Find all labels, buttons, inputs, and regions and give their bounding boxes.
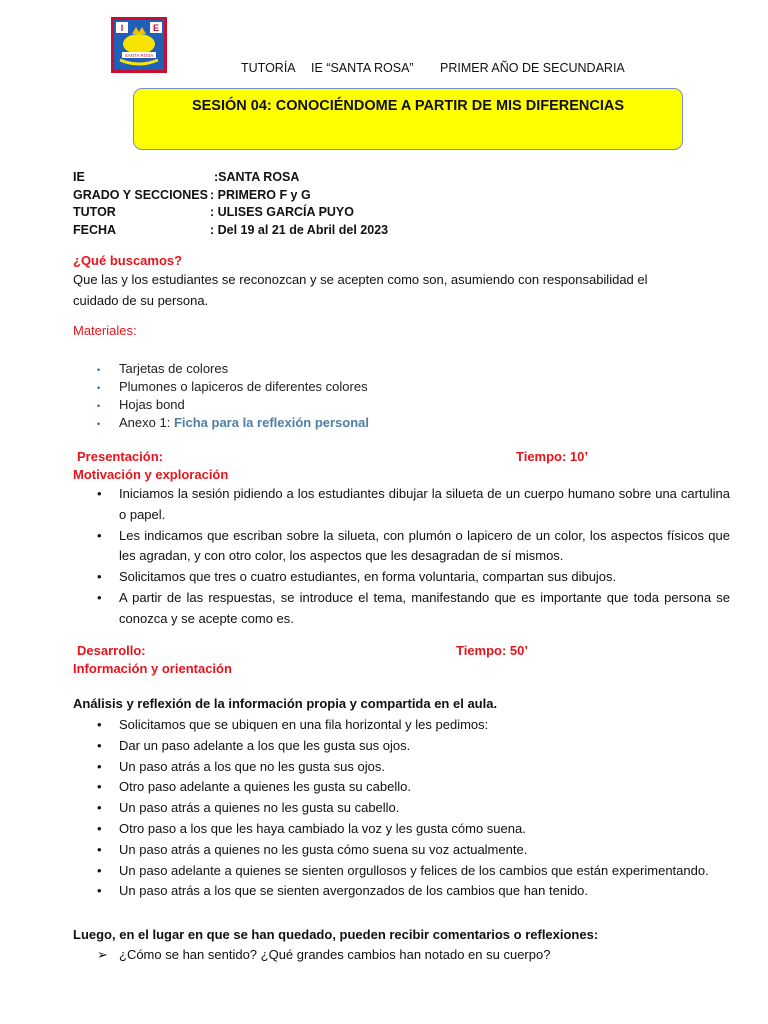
info-key: TUTOR — [73, 205, 116, 219]
materiales-heading: Materiales: — [73, 323, 137, 338]
header-grade: PRIMER AÑO DE SECUNDARIA — [440, 61, 625, 75]
info-key: GRADO Y SECCIONES — [73, 187, 208, 202]
info-value: :SANTA ROSA — [214, 170, 300, 184]
list-item: • Un paso atrás a los que no les gusta sus ojos. — [73, 757, 730, 778]
header-tutoria: TUTORÍA — [241, 61, 296, 75]
info-key: FECHA — [73, 222, 117, 237]
info-value: : Del 19 al 21 de Abril del 2023 — [210, 222, 389, 237]
que-buscamos-heading: ¿Qué buscamos? — [73, 253, 183, 268]
list-item: • Un paso atrás a quienes no les gusta cómo suena su voz actualmente. — [73, 840, 730, 861]
session-title-box — [133, 88, 683, 150]
desarrollo-subheading: Información y orientación — [73, 661, 232, 676]
que-buscamos-line-2: cuidado de su persona. — [73, 292, 209, 308]
desarrollo-list — [73, 715, 730, 902]
list-item: • Hojas bond — [73, 396, 733, 414]
materiales-list — [73, 360, 733, 432]
info-value: : PRIMERO F y G — [210, 187, 311, 202]
presentacion-subheading: Motivación y exploración — [73, 467, 229, 482]
luego-text: Luego, en el lugar en que se han quedado, pueden recibir comentarios o reflexiones: — [73, 927, 599, 942]
list-item: • Solicitamos que se ubiquen en una fila horizontal y les pedimos: — [73, 715, 730, 736]
header-school: IE “SANTA ROSA” — [311, 61, 414, 75]
school-crest-logo — [110, 16, 168, 74]
list-item: • Les indicamos que escriban sobre la silueta, con plumón o lapicero de un color, los aspectos físicos que les agradan, y con otro color, los aspectos que les desagradan de sí mismos. — [73, 526, 730, 568]
session-title: SESIÓN 04: CONOCIÉNDOME A PARTIR DE MIS DIFERENCIAS — [191, 98, 625, 114]
annex-prefix: Anexo 1: — [119, 415, 174, 430]
presentacion-time: Tiempo: 10’ — [516, 449, 589, 464]
desarrollo-heading: Desarrollo: — [77, 643, 146, 658]
presentacion-list — [73, 484, 730, 630]
info-value: : ULISES GARCÍA PUYO — [210, 205, 354, 219]
arrow-bullet-icon: ➢ — [97, 947, 108, 962]
list-item: • Dar un paso adelante a los que les gusta sus ojos. — [73, 736, 730, 757]
question-item — [73, 945, 768, 965]
logo-caption: SANTA ROSA — [124, 53, 154, 58]
list-item: • Tarjetas de colores — [73, 360, 733, 378]
list-item: • Otro paso adelante a quienes les gusta su cabello. — [73, 777, 730, 798]
analysis-heading: Análisis y reflexión de la información propia y compartida en el aula. — [73, 696, 498, 711]
question-text: ¿Cómo se han sentido? ¿Qué grandes cambios han notado en su cuerpo? — [119, 947, 551, 962]
list-item: • Un paso atrás a los que se sienten avergonzados de los cambios que han tenido. — [73, 881, 730, 902]
list-item: • A partir de las respuestas, se introduce el tema, manifestando que es importante que toda persona se conozca y se acepte como es. — [73, 588, 730, 630]
que-buscamos-line-1: Que las y los estudiantes se reconozcan y se acepten como son, asumiendo con responsabilidad el — [73, 272, 648, 287]
list-item: • Iniciamos la sesión pidiendo a los estudiantes dibujar la silueta de un cuerpo humano sobre una cartulina o papel. — [73, 484, 730, 526]
presentacion-heading: Presentación: — [77, 449, 163, 464]
list-item: • Un paso atrás a quienes no les gusta su cabello. — [73, 798, 730, 819]
list-item: • Otro paso a los que les haya cambiado la voz y les gusta cómo suena. — [73, 819, 730, 840]
list-item-annex — [73, 414, 733, 432]
annex-link[interactable]: Ficha para la reflexión personal — [173, 415, 370, 430]
info-key: IE — [73, 170, 85, 184]
logo-letter-e: E — [152, 23, 160, 33]
desarrollo-time: Tiempo: 50’ — [456, 643, 529, 658]
logo-letter-i: I — [120, 23, 124, 33]
que-buscamos-section — [73, 252, 733, 311]
list-item: • Solicitamos que tres o cuatro estudiantes, en forma voluntaria, compartan sus dibujos. — [73, 567, 730, 588]
list-item: • Plumones o lapiceros de diferentes colores — [73, 378, 733, 396]
list-item: • Un paso adelante a quienes se sienten orgullosos y felices de los cambios que están experimentando. — [73, 861, 730, 882]
